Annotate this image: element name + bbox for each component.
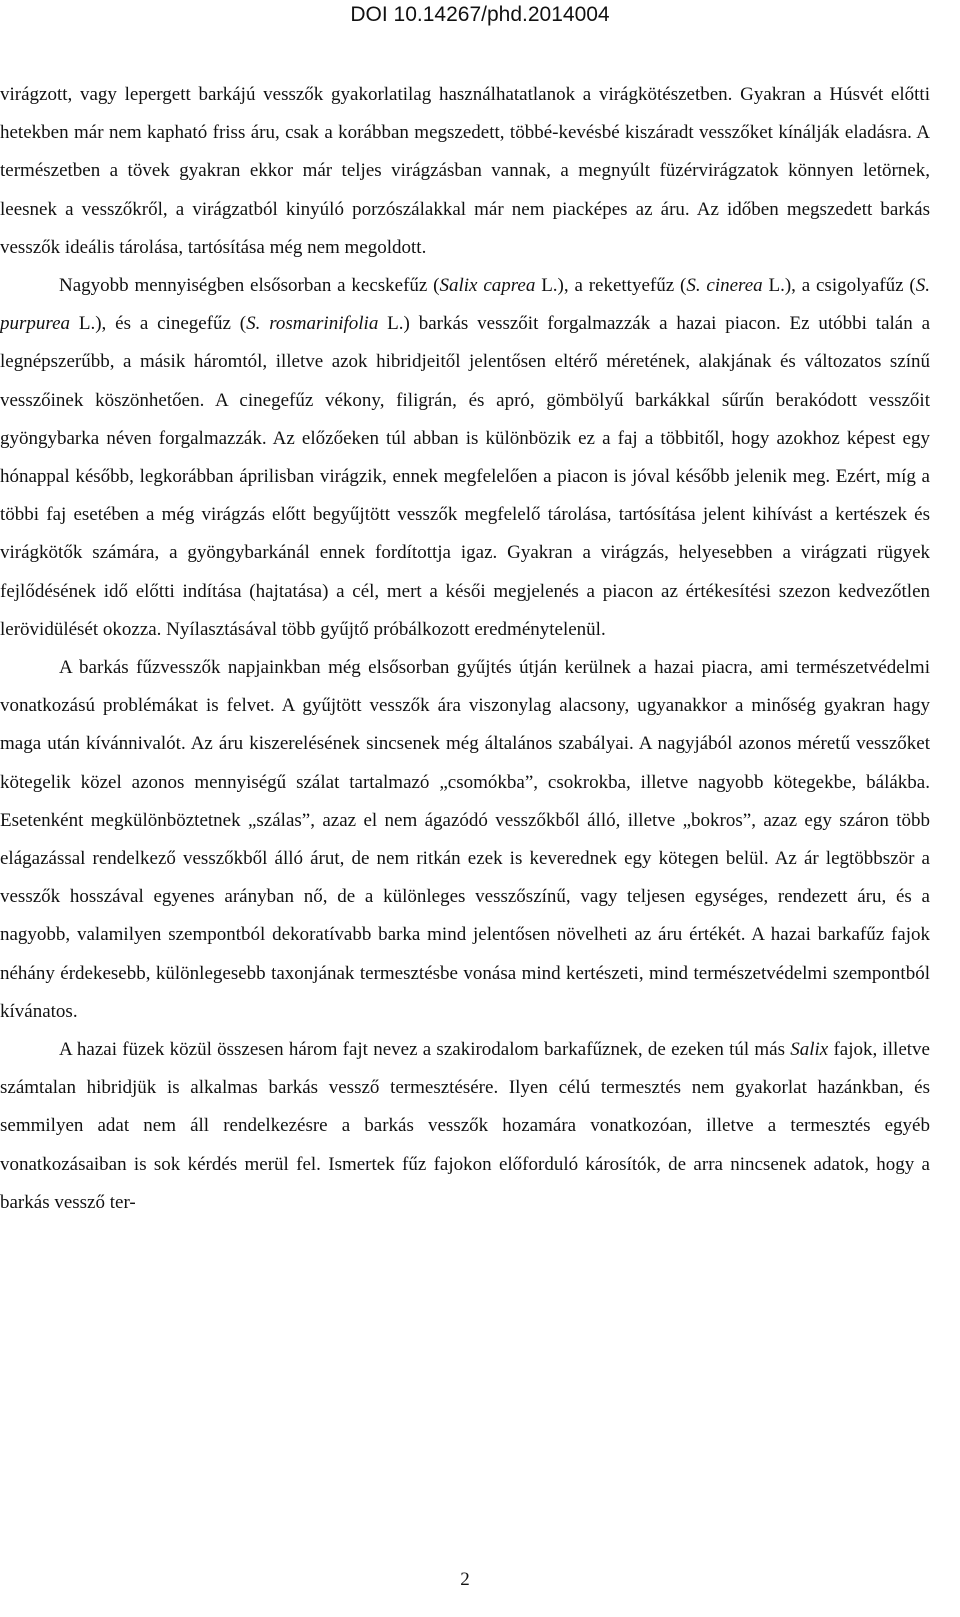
text-run: L.), a rekettyefűz ( <box>535 275 687 297</box>
italic-taxon-name: S. rosmarinifolia <box>246 313 379 335</box>
page-number: 2 <box>460 1569 470 1590</box>
italic-taxon-name: S. cinerea <box>686 275 763 297</box>
paragraph-3 <box>0 649 930 1031</box>
italic-taxon-name: Salix caprea <box>439 275 536 297</box>
body-text <box>0 76 930 1222</box>
paragraph-1 <box>0 76 930 267</box>
text-run: fajok, illetve számtalan hibridjük is alkalmas barkás vessző termesztésére. Ilyen célú termesztés nem gyakorlat hazánkban, és semmilyen adat nem áll rendelkezésre a barkás vesszők hozamára vonatkozóan, illetve a termesztés egyéb vonatkozásaiban is sok kérdés merül fel. Ismertek fűz fajokon előforduló károsítók, de arra nincsenek adatok, hogy a barkás vessző ter- <box>0 1039 930 1213</box>
paragraph-4 <box>0 1031 930 1222</box>
doi-header: DOI 10.14267/phd.2014004 <box>350 3 610 26</box>
text-run: L.), a csigolyafűz ( <box>762 275 916 297</box>
text-run: A hazai füzek közül összesen három fajt nevez a szakirodalom barkafűznek, de ezeken túl más <box>59 1039 791 1061</box>
italic-taxon-name: S. purpurea <box>0 275 930 335</box>
text-run: virágzott, vagy lepergett barkájú vesszők gyakorlatilag használhatatlanok a virágkötészetben. Gyakran a Húsvét előtti hetekben már nem kapható friss áru, csak a korábban megszedett, többé-kevésbé kiszáradt vesszőket kínálják eladásra. A természetben a tövek gyakran ekkor már teljes virágzásban vannak, a megnyúlt füzérvirágzatok könnyen letörnek, leesnek a vesszőkről, a virágzatból kinyúló porzószálakkal már nem piacképes az áru. Az időben megszedett barkás vesszők ideális tárolása, tartósítása még nem megoldott. <box>0 84 930 258</box>
text-run: L.), és a cinegefűz ( <box>70 313 247 335</box>
text-run: L.) barkás vesszőit forgalmazzák a hazai piacon. Ez utóbbi talán a legnépszerűbb, a másik háromtól, illetve azok hibridjeitől jelentősen eltérő méretének, alakjának és változatos színű vesszőinek köszönhetően. A cinegefűz vékony, filigrán, és apró, gömbölyű barkákkal sűrűn berakódott vesszőit gyöngybarka néven forgalmazzák. Az előzőeken túl abban is különbözik ez a faj a többitől, hogy azokhoz képest egy hónappal később, legkorábban áprilisban virágzik, ennek megfelelően a piacon is jóval később jelenik meg. Ezért, míg a többi faj esetében a még virágzás előtt begyűjtött vesszők megfelelő tárolása, tartósítása jelent kihívást a kertészek és virágkötők számára, a gyöngybarkánál ennek fordítottja igaz. Gyakran a virágzás, helyesebben a virágzati rügyek fejlődésének idő előtti indítása (hajtatása) a cél, mert a késői megjelenés a piacon az értékesítési szezon kedvezőtlen lerövidülését okozza. Nyílasztásával több gyűjtő próbálkozott eredménytelenül. <box>0 313 931 640</box>
text-run: Nagyobb mennyiségben elsősorban a kecskefűz ( <box>59 275 440 297</box>
italic-taxon-name: Salix <box>790 1039 829 1061</box>
paragraph-2 <box>0 267 930 649</box>
text-run: A barkás fűzvesszők napjainkban még elsősorban gyűjtés útján kerülnek a hazai piacra, ami természetvédelmi vonatkozású problémákat is felvet. A gyűjtött vesszők ára viszonylag alacsony, ugyanakkor a minőség gyakran hagy maga után kívánnivalót. Az áru kiszerelésének sincsenek még általános szabályai. A nagyjából azonos méretű vesszőket kötegelik közel azonos mennyiségű szálat tartalmazó „csomókba”, csokrokba, illetve nagyobb kötegekbe, bálákba. Esetenként megkülönböztetnek „szálas”, azaz el nem ágazódó vesszőkből álló, illetve „bokros”, azaz egy száron több elágazással rendelkező vesszőkből álló árut, de nem ritkán ezek is keverednek egy kötegen belül. Az ár legtöbbször a vesszők hosszával egyenes arányban nő, de a különleges vesszőszínű, vagy teljesen egységes, rendezett áru, és a nagyobb, valamilyen szempontból dekoratívabb barka mind jelentősen növelheti az áru értékét. A hazai barkafűz fajok néhány érdekesebb, különlegesebb taxonjának termesztésbe vonása mind kertészeti, mind természetvédelmi szempontból kívánatos. <box>0 657 930 1022</box>
